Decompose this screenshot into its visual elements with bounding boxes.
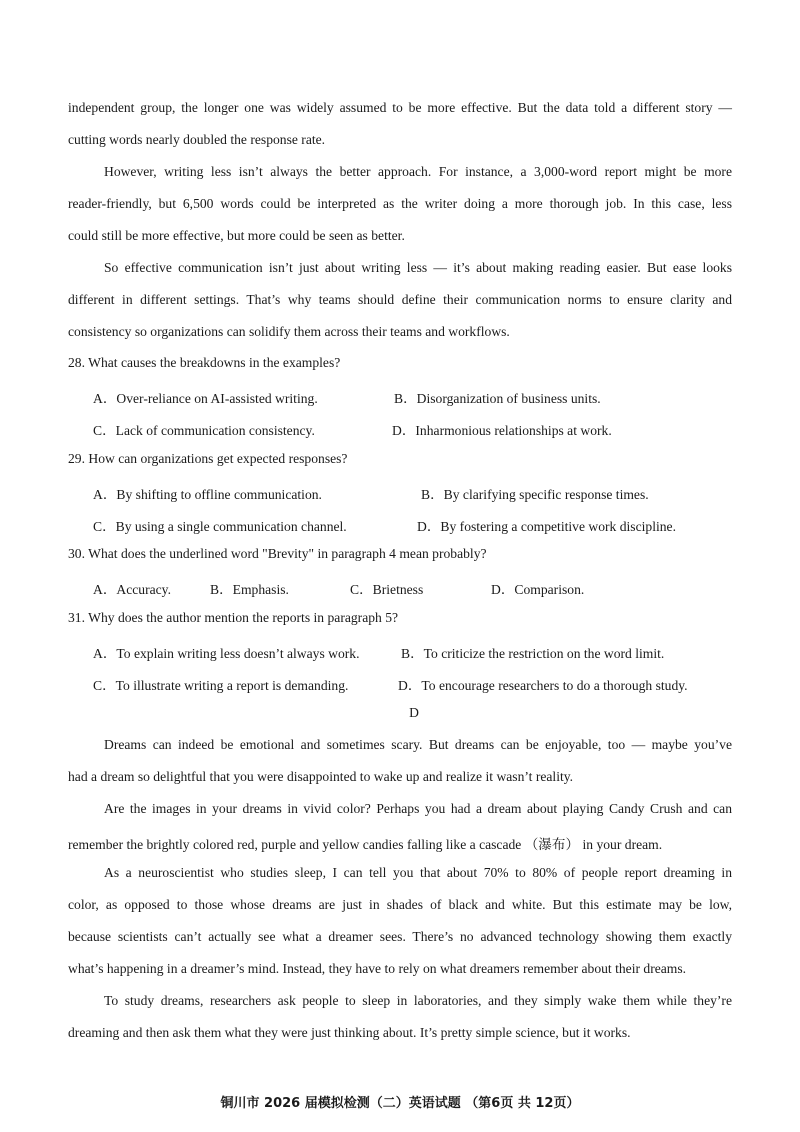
passage-line: because scientists can’t actually see what a dreamer sees. There’s no advanced technology showing them exactly	[68, 929, 732, 944]
answer-option[interactable]: B．Emphasis.	[210, 582, 289, 597]
passage-line: independent group, the longer one was widely assumed to be more effective. But the data told a different story —	[68, 100, 732, 115]
passage-line: dreaming and then ask them what they were just thinking about. It’s pretty simple science, but it works.	[68, 1025, 631, 1040]
page-footer: 铜川市 2026 届模拟检测（二）英语试题 （第6页 共 12页）	[220, 1096, 580, 1111]
answer-option[interactable]: D．Inharmonious relationships at work.	[392, 423, 612, 438]
question-stem: 31. Why does the author mention the reports in paragraph 5?	[68, 610, 399, 625]
passage-line: had a dream so delightful that you were disappointed to wake up and realize it wasn’t reality.	[68, 769, 574, 784]
answer-option[interactable]: C．Lack of communication consistency.	[93, 423, 315, 438]
passage-line: However, writing less isn’t always the better approach. For instance, a 3,000-word report might be more	[104, 164, 732, 179]
question-stem: 28. What causes the breakdowns in the examples?	[68, 355, 341, 370]
answer-option[interactable]: A．Accuracy.	[93, 582, 171, 597]
passage-line: consistency so organizations can solidify them across their teams and workflows.	[68, 324, 510, 339]
answer-option[interactable]: C．By using a single communication channel.	[93, 519, 347, 534]
answer-option[interactable]: B．Disorganization of business units.	[394, 391, 601, 406]
passage-line: color, as opposed to those whose dreams are just in shades of black and white. But this estimate may be low,	[68, 897, 732, 912]
question-stem: 30. What does the underlined word "Brevity" in paragraph 4 mean probably?	[68, 546, 487, 561]
passage-line: reader-friendly, but 6,500 words could be interpreted as the writer doing a more thorough job. In this case, less	[68, 196, 732, 211]
answer-option[interactable]: A．Over-reliance on AI-assisted writing.	[93, 391, 318, 406]
passage-line: cutting words nearly doubled the response rate.	[68, 132, 326, 147]
answer-option[interactable]: D．To encourage researchers to do a thorough study.	[398, 678, 688, 693]
passage-line: So effective communication isn’t just about writing less — it’s about making reading easier. But ease looks	[104, 260, 732, 275]
answer-option[interactable]: C．Brietness	[350, 582, 424, 597]
answer-option[interactable]: A．To explain writing less doesn’t always work.	[93, 646, 360, 661]
answer-option[interactable]: D．By fostering a competitive work discipline.	[417, 519, 676, 534]
passage-line: could still be more effective, but more could be seen as better.	[68, 228, 405, 243]
answer-option[interactable]: D．Comparison.	[491, 582, 585, 597]
answer-option[interactable]: C．To illustrate writing a report is demanding.	[93, 678, 349, 693]
passage-line: remember the brightly colored red, purple and yellow candies falling like a cascade （瀑布） in your dream.	[68, 837, 663, 852]
passage-line: Dreams can indeed be emotional and sometimes scary. But dreams can be enjoyable, too — maybe you’ve	[104, 737, 732, 752]
passage-line: Are the images in your dreams in vivid color? Perhaps you had a dream about playing Candy Crush and can	[104, 801, 732, 816]
answer-option[interactable]: B．By clarifying specific response times.	[421, 487, 649, 502]
answer-option[interactable]: B．To criticize the restriction on the word limit.	[401, 646, 665, 661]
passage-line: To study dreams, researchers ask people to sleep in laboratories, and they simply wake them while they’re	[104, 993, 732, 1008]
answer-option[interactable]: A．By shifting to offline communication.	[93, 487, 322, 502]
passage-line: what’s happening in a dreamer’s mind. Instead, they have to rely on what dreamers remember about their dreams.	[68, 961, 687, 976]
section-label: D	[409, 705, 419, 720]
passage-line: As a neuroscientist who studies sleep, I can tell you that about 70% to 80% of people report dreaming in	[104, 865, 732, 880]
passage-line: different in different settings. That’s why teams should define their communication norms to ensure clarity and	[68, 292, 732, 307]
question-stem: 29. How can organizations get expected responses?	[68, 451, 348, 466]
